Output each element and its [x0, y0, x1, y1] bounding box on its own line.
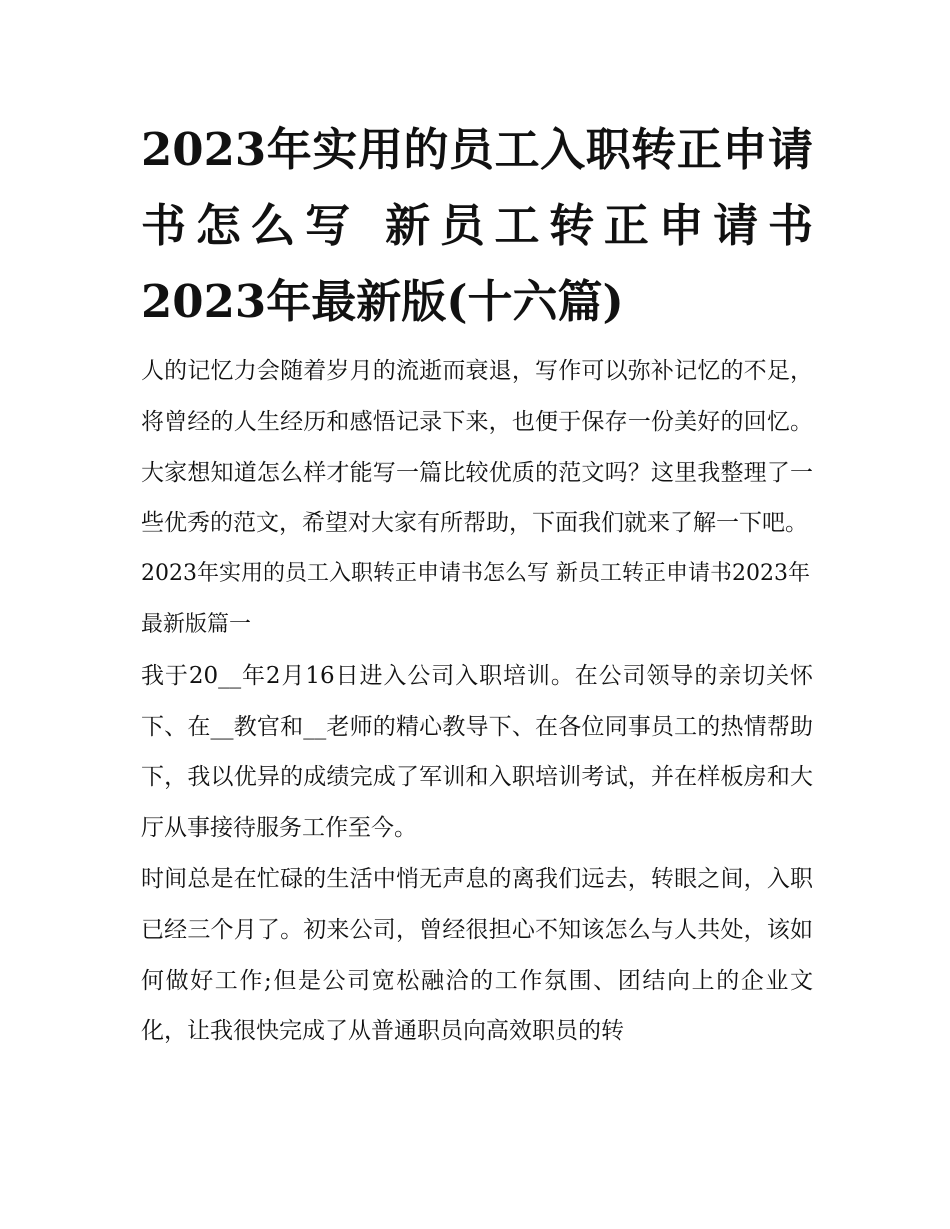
section-heading: 2023年实用的员工入职转正申请书怎么写 新员工转正申请书2023年最新版篇一 — [141, 561, 810, 637]
intro-paragraph: 人的记忆力会随着岁月的流逝而衰退，写作可以弥补记忆的不足，将曾经的人生经历和感悟记录下来，也便于保存一份美好的回忆。大家想知道怎么样才能写一篇比较优质的范文吗？这里我整理了一些优秀的范文，希望对大家有所帮助，下面我们就来了解一下吧。 — [141, 358, 813, 537]
body-paragraph-2: 时间总是在忙碌的生活中悄无声息的离我们远去，转眼之间，入职已经三个月了。初来公司，曾经很担心不知该怎么与人共处，该如何做好工作;但是公司宽松融洽的工作氛围、团结向上的企业文化，让我很快完成了从普通职员向高效职员的转 — [141, 865, 813, 1045]
body-paragraph-1: 我于20__年2月16日进入公司入职培训。在公司领导的亲切关怀下、在__教官和__老师的精心教导下、在各位同事员工的热情帮助下，我以优异的成绩完成了军训和入职培训考试，并在样板房和大厅从事接待服务工作至今。 — [141, 662, 813, 842]
document-title: 2023年实用的员工入职转正申请书怎么写 新员工转正申请书2023年最新版(十六篇) — [141, 123, 813, 328]
document-page — [141, 112, 813, 1057]
